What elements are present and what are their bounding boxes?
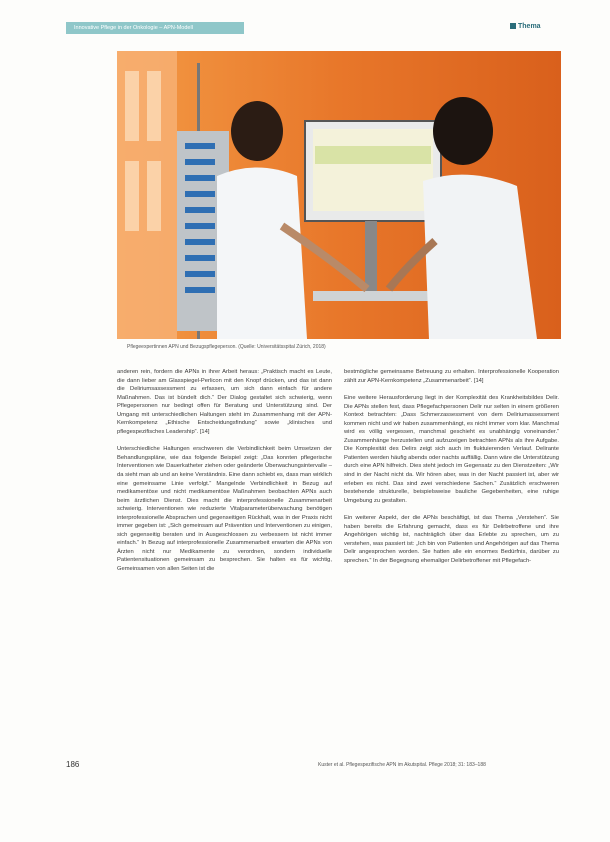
paragraph: Ein weiterer Aspekt, der die APNs beschäftigt, ist das Thema „Verstehen“. Sie haben bereits die Erfahrung gemacht, dass es für Delirbetroffene und ihre Angehörigen wichtig ist, nachträglich über das Erlebte zu sprechen, um zu verstehen, was passiert ist: „Ich bin von Patienten und Angehörigen auf das Thema Delir angesprochen worden. Sie hatten alle ein enormes Bedürfnis, darüber zu sprechen.“ In der Begegnung ehemaliger Delirbetroffener mit Pflegefach- (344, 515, 559, 564)
right-text-column (344, 368, 559, 574)
monitor-screen (313, 129, 433, 211)
nurse-left-body (217, 168, 307, 340)
left-text-column (117, 368, 332, 583)
window-pane (147, 71, 161, 141)
section-tag (510, 23, 541, 30)
paragraph: Unterschiedliche Haltungen erschweren die Verbindlichkeit beim Umsetzen der Behandlungspläne, wie das folgende Beispiel zeigt: „Das konnten pflegerische Interventionen wie Dauerkatheter ziehen oder geänderte Überwachungsintervalle – da sieht man ab und an keine Verständnis. Eine dann schiebt es, dass man wirklich eine gemeinsame Linie verfolgt.“ Mangelnde Verbindlichkeit in Bezug auf medikamentöse und nicht medikamentöse Maßnahmen beobachten APNs auch beim ärztlichen Dienst. Dies macht die interprofessionelle Zusammenarbeit schwierig. Interventionen wie reduzierte Vitalparameterüberwachung benötigen interprofessionelle Absprachen und gegenseitigen Rückhalt, was in der Praxis nicht immer gegeben ist: „Sich gemeinsam auf Prävention und Interventionen zu einigen, sich gegenseitig beraten und in Ausgeschlossen zu verbessern ist nicht immer einfach.“ In Bezug auf interprofessionelle Zusammenarbeit erwarten die APNs von Ärzten nicht nur Medikamente zu verordnen, sondern individuelle Patientensituationen gemeinsam zu besprechen. Sie halten es für wichtig, Gemeinsamen von allen Seiten ist die (117, 446, 332, 573)
paragraph: Eine weitere Herausforderung liegt in der Komplexität des Krankheitsbildes Delir. Die APNs stellen fest, dass Pflegefachpersonen Delir nur selten in einem größeren Kontext betrachten: „Dass Schmerzassessment von dem Deliriumassessment kommen nicht und wir haben zusammenhängt, es nicht immer vorn klar. Manchmal wird es völlig vergessen, manchmal geschieht es unabhängig voneinander.“ Zusammenhänge herzustellen und aufzuzeigen betrachten APNs als ihre Aufgabe. Die Komplexität des Delirs zeigt sich auch im fluktuierenden Verlauf. Delirante Patienten werden häufig abends oder nachts auffällig. Dann wäre die Unterstützung durch eine APN hilfreich. Dies steht jedoch im Gegensatz zu den Dienstzeiten: „Wir sind in der Nacht nicht da. Wir hören aber, was in der Nacht passiert ist, aber wir erleben es nicht. Das sind zwei verschiedene Sachen.“ Zusätzlich erschweren bestehende strukturelle, beispielsweise bauliche Gegebenheiten, eine ruhige Umgebung zu gestalten. (344, 395, 559, 504)
tag-square-icon (510, 23, 516, 29)
footer-reference: Kuster et al. Pflegespezifische APN im Akutspital. Pflege 2018; 31: 183–188 (318, 762, 486, 768)
page-number: 186 (66, 760, 80, 769)
screen-band (315, 146, 431, 164)
monitor-stand (365, 221, 377, 291)
paragraph: anderen rein, fordern die APNs in ihrer Arbeit heraus: „Praktisch macht es Leute, die dann lieber am Glasspiegel-Perlicon mit den Knopf drücken, und das ist dann die Deliriumsassessment zu erfassen, um sich dann einfach für andere Maßnahmen. Das ist bündelt dich.“ Der Dialog gestaltet sich schwierig, wenn Pflegepersonen nur bedingt offen für Beratung und Unterstützung sind. Der Umgang mit unterschiedlichen Haltungen steht im Zusammenhang mit der APN-Kernkompetenz „Ethische Entscheidungsfindung“ sowie „klinisches und pflegespezifisches Leadership“. [14] (117, 369, 332, 435)
window-pane (125, 161, 139, 231)
paragraph: bestmögliche gemeinsame Betreuung zu erhalten. Interprofessionelle Kooperation zählt zur APN-Kernkompetenz „Zusammenarbeit“. [14] (344, 369, 559, 384)
window-pane (125, 71, 139, 141)
photo-illustration (117, 51, 561, 339)
article-photo (117, 51, 561, 339)
nurse-left-head (231, 101, 283, 161)
cart-shelf (313, 291, 433, 301)
window-pane (147, 161, 161, 231)
section-label: Innovative Pflege in der Onkologie – APN-Modell (74, 25, 193, 31)
tag-label: Thema (518, 23, 541, 30)
section-header-bar (66, 22, 244, 34)
figure-caption: Pflegeexpertinnen APN und Bezugspflegeperson. (Quelle: Universitätsspital Zürich, 2018) (127, 344, 326, 350)
nurse-right-head (433, 97, 493, 165)
